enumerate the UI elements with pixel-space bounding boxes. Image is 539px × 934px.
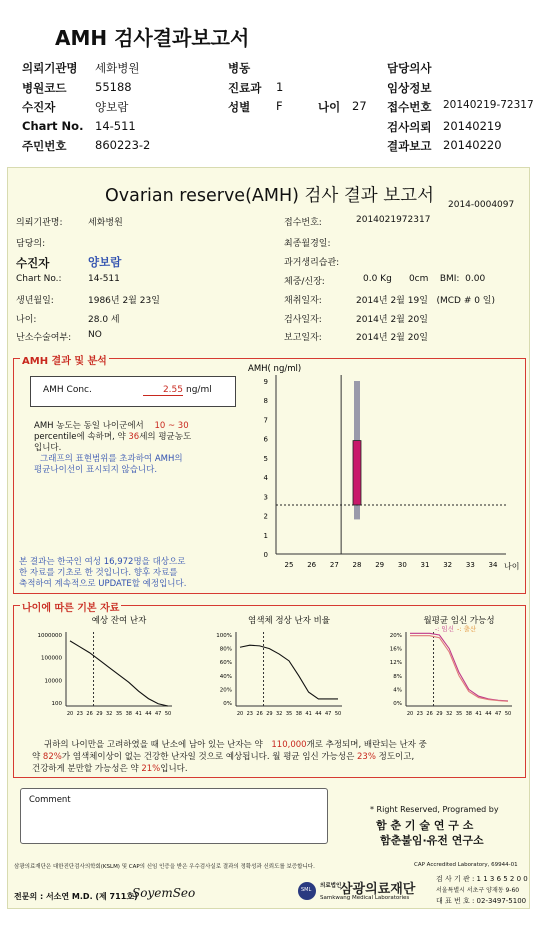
desc-age: 36 xyxy=(128,432,140,442)
header-label: 검사의뢰 xyxy=(387,120,432,134)
info-label: 최종월경일: xyxy=(284,239,331,249)
report-code: 2014-0004097 xyxy=(448,200,515,210)
mini-chart-title: 예상 잔여 난자 xyxy=(91,616,147,626)
desc-text: 입니다. xyxy=(34,443,62,453)
header-label: 접수번호 xyxy=(387,100,432,114)
header-value: 20140219 xyxy=(443,119,502,133)
header-value: 20140220 xyxy=(443,138,502,152)
mini-chart-title: 염색체 정상 난자 비율 xyxy=(247,616,331,626)
x-tick-label: 32 xyxy=(446,711,453,717)
header-label: 나이 xyxy=(318,100,341,114)
desc-text: AMH 농도는 동일 나이군에서 xyxy=(34,421,144,431)
x-tick-label: 32 xyxy=(443,561,453,569)
summary-eggs: 110,000 xyxy=(271,740,307,750)
header-value: 20140219-72317 xyxy=(443,99,534,111)
y-tick-label: 4 xyxy=(263,474,268,483)
desc-text: percentile에 속하며, 약 xyxy=(34,432,126,442)
info-label: 생년월일: xyxy=(16,296,54,306)
series-line xyxy=(70,641,168,706)
summary-line xyxy=(32,750,414,762)
x-tick-label: 35 xyxy=(455,711,463,717)
info-label: 체중/신장: xyxy=(284,277,325,287)
disclaimer: 삼광의료재단은 대한진단검사의학회(KSLM) 및 CAP의 신임 인증을 받은 우수검사실로 결과의 정확성과 신뢰도를 보증합니다. xyxy=(14,864,315,870)
y-tick-label: 12% xyxy=(389,660,402,667)
mini-chart-eggs xyxy=(24,612,184,732)
x-tick-label: 27 xyxy=(329,561,339,569)
header-label: 병원코드 xyxy=(22,81,67,95)
y-tick-label: 20% xyxy=(389,633,402,639)
summary-text: 개로 추정되며, 배란되는 난자 중 xyxy=(306,740,427,750)
cap-accreditation: CAP Accredited Laboratory, 69944-01 xyxy=(414,862,518,868)
y-tick-label: 6 xyxy=(263,435,268,444)
desc-note: 그래프의 표현범위를 초과하여 AMH의 xyxy=(40,454,183,464)
foundation-small: 의료법인 xyxy=(320,883,342,889)
y-tick-label: 0% xyxy=(393,701,402,707)
x-tick-label: 26 xyxy=(307,561,317,569)
amh-section xyxy=(13,358,526,594)
y-tick-label: 80% xyxy=(219,646,232,653)
x-tick-label: 35 xyxy=(115,711,123,717)
rights-text: * Right Reserved, Programed by xyxy=(370,805,499,814)
info-value: 2014년 2월 19일 (MCD # 0 일) xyxy=(356,296,496,306)
summary-text: 가 염색체이상이 없는 건강한 난자일 것으로 예상됩니다. 월 평균 임신 가능성은 xyxy=(61,752,355,762)
x-tick-label: 41 xyxy=(135,711,142,717)
info-value: 14-511 xyxy=(88,274,120,284)
conc-label: AMH Conc. xyxy=(43,385,92,395)
summary-line xyxy=(32,762,188,774)
header-label: Chart No. xyxy=(22,119,84,133)
x-tick-label: 44 xyxy=(315,711,322,717)
x-tick-label: 35 xyxy=(285,711,293,717)
x-tick-label: 29 xyxy=(266,711,273,717)
x-tick-label: 50 xyxy=(164,711,172,717)
header-label: 성별 xyxy=(228,100,251,114)
y-tick-label: 9 xyxy=(263,378,268,386)
info-label: 담당의: xyxy=(16,239,46,249)
header-label: 주민번호 xyxy=(22,139,67,153)
contact: 서울특별시 서초구 양재동 9-60 xyxy=(436,887,520,894)
basic-section-title: 나이에 따른 기본 자료 xyxy=(20,599,121,614)
header-value: 1 xyxy=(276,80,284,94)
legend-entry: -: 출산 xyxy=(457,625,477,633)
y-tick-label: 1000000 xyxy=(37,633,62,639)
header-label: 임상정보 xyxy=(387,81,432,95)
y-tick-label: 5 xyxy=(263,454,268,463)
info-value: 2014년 2월 20일 xyxy=(356,333,428,343)
patient-name: 양보람 xyxy=(88,255,122,269)
conc-unit: ng/ml xyxy=(186,385,212,395)
y-tick-label: 40% xyxy=(219,673,232,680)
x-tick-label: 26 xyxy=(86,711,93,717)
x-tick-label: 41 xyxy=(305,711,312,717)
desc-percentile: 10 ~ 30 xyxy=(154,421,189,431)
summary-text: 귀하의 나이만을 고려하였을 때 난소에 남아 있는 난자는 약 xyxy=(44,740,263,750)
info-label: 수진자 xyxy=(16,256,50,270)
series-line xyxy=(240,645,338,699)
header-value: 27 xyxy=(352,99,367,113)
y-tick-label: 0% xyxy=(223,701,232,707)
series-line xyxy=(410,636,508,702)
y-tick-label: 20% xyxy=(219,687,232,694)
y-tick-label: 100000 xyxy=(41,655,62,662)
header-label: 의뢰기관명 xyxy=(22,61,78,75)
info-value: 28.0 세 xyxy=(88,315,120,325)
x-axis-label: 나이 xyxy=(504,562,520,571)
x-tick-label: 30 xyxy=(397,561,407,569)
y-tick-label: 4% xyxy=(393,687,402,694)
amh-chart xyxy=(236,361,526,593)
conc-value: 2.55 xyxy=(143,385,183,396)
summary-line xyxy=(44,738,427,750)
x-tick-label: 50 xyxy=(504,711,512,717)
data-note: 축적하여 계속적으로 UPDATE할 예정입니다. xyxy=(19,579,187,589)
header-label: 담당의사 xyxy=(387,61,432,75)
x-tick-label: 50 xyxy=(334,711,342,717)
y-tick-label: 60% xyxy=(219,660,232,667)
info-label: 보고일자: xyxy=(284,333,322,343)
header-label: 진료과 xyxy=(228,81,262,95)
foundation-en: Samkwang Medical Laboratories xyxy=(320,895,410,901)
x-tick-label: 47 xyxy=(155,711,162,717)
amh-section-title: AMH 결과 및 분석 xyxy=(20,352,109,367)
signature: SoyemSeo xyxy=(132,886,196,900)
header-value: 양보람 xyxy=(95,100,129,114)
basic-section xyxy=(13,605,526,778)
y-axis-label: AMH( ng/ml) xyxy=(248,364,302,374)
info-label: Chart No.: xyxy=(16,274,62,284)
x-tick-label: 33 xyxy=(465,561,475,569)
comment-label: Comment xyxy=(29,795,71,805)
x-tick-label: 47 xyxy=(495,711,502,717)
contact: 대 표 번 호 : 02-3497-5100 xyxy=(436,897,527,905)
x-tick-label: 41 xyxy=(475,711,482,717)
desc-text: 세의 평균농도 xyxy=(139,432,192,442)
y-tick-label: 100% xyxy=(216,633,232,639)
summary-birth: 21% xyxy=(141,764,161,774)
info-label: 접수번호: xyxy=(284,218,322,228)
info-value: 2014021972317 xyxy=(356,215,431,225)
org-name: 함 춘 기 술 연 구 소 xyxy=(376,819,474,832)
header-value: 860223-2 xyxy=(95,138,151,152)
x-tick-label: 29 xyxy=(436,711,443,717)
foundation-name: 삼광의료재단 xyxy=(340,882,416,897)
x-tick-label: 32 xyxy=(106,711,113,717)
amh-conc-box xyxy=(30,376,236,407)
x-tick-label: 20 xyxy=(66,711,74,717)
info-value: 세화병원 xyxy=(88,218,123,228)
x-tick-label: 38 xyxy=(295,711,302,717)
x-tick-label: 47 xyxy=(325,711,332,717)
data-note: 본 결과는 한국인 여성 16,972명을 대상으로 xyxy=(19,557,186,567)
y-tick-label: 8% xyxy=(393,673,402,680)
header-label: 결과보고 xyxy=(387,139,432,153)
info-value: NO xyxy=(88,330,102,340)
y-tick-label: 7 xyxy=(263,416,268,425)
sml-logo-icon xyxy=(298,882,316,900)
comment-box xyxy=(20,788,328,844)
info-value: 1986년 2월 23일 xyxy=(88,296,160,306)
header-value: 세화병원 xyxy=(95,61,140,75)
summary-text: 입니다. xyxy=(160,764,188,774)
summary-text: 정도이고, xyxy=(378,752,415,762)
y-tick-label: 16% xyxy=(389,646,402,653)
y-tick-label: 100 xyxy=(51,701,62,707)
mini-chart-chromosome xyxy=(194,612,359,732)
iqr-bar xyxy=(353,441,361,505)
report-title: Ovarian reserve(AMH) 검사 결과 보고서 xyxy=(105,186,434,206)
info-value: 0.0 Kg 0cm BMI: 0.00 xyxy=(363,274,486,284)
header-value: 14-511 xyxy=(95,119,136,133)
org-name: 함춘불임·유전 연구소 xyxy=(380,834,484,847)
logo-text: SML xyxy=(301,887,312,893)
info-value: 2014년 2월 20일 xyxy=(356,315,428,325)
summary-text: 약 xyxy=(32,752,41,762)
x-tick-label: 44 xyxy=(485,711,492,717)
summary-pregnancy: 23% xyxy=(357,752,376,762)
x-tick-label: 23 xyxy=(246,711,253,717)
x-tick-label: 20 xyxy=(406,711,414,717)
mini-chart-title: 월평균 임신 가능성 xyxy=(423,616,495,626)
header-value: F xyxy=(276,99,283,113)
info-label: 검사일자: xyxy=(284,315,322,325)
x-tick-label: 44 xyxy=(145,711,152,717)
data-note: 한 자료를 기초로 한 것입니다. 향후 자료를 xyxy=(19,568,178,578)
desc-note: 평균나이선이 표시되지 않습니다. xyxy=(34,465,158,475)
y-tick-label: 2 xyxy=(263,512,268,521)
x-tick-label: 29 xyxy=(375,561,385,569)
series-line xyxy=(410,633,508,701)
y-tick-label: 1 xyxy=(263,531,268,540)
y-tick-label: 10000 xyxy=(44,678,62,685)
info-label: 난소수술여부: xyxy=(16,333,72,343)
info-label: 채취일자: xyxy=(284,296,322,306)
x-tick-label: 32 xyxy=(276,711,283,717)
mini-chart-pregnancy xyxy=(364,612,524,732)
summary-text: 건강하게 분만할 가능성은 약 xyxy=(32,764,139,774)
y-tick-label: 8 xyxy=(263,397,268,406)
info-label: 나이: xyxy=(16,315,37,325)
header-label: 수진자 xyxy=(22,100,56,114)
info-label: 의뢰기관명: xyxy=(16,218,63,228)
x-tick-label: 23 xyxy=(416,711,423,717)
contact: 검 사 기 관 : 1 1 3 6 5 2 0 0 xyxy=(436,875,528,883)
x-tick-label: 31 xyxy=(420,561,430,569)
x-tick-label: 28 xyxy=(352,561,362,569)
info-label: 과거생리습관: xyxy=(284,258,340,268)
x-tick-label: 25 xyxy=(284,561,294,569)
x-tick-label: 34 xyxy=(488,561,498,569)
doctor: 전문의 : 서소연 M.D. (제 711호) xyxy=(14,892,138,901)
x-tick-label: 20 xyxy=(236,711,244,717)
legend-entry: -: 임신 xyxy=(434,625,454,633)
x-tick-label: 29 xyxy=(96,711,103,717)
page-title: AMH 검사결과보고서 xyxy=(55,26,250,50)
header-label: 병동 xyxy=(228,61,251,75)
header-value: 55188 xyxy=(95,80,132,94)
y-tick-label: 0 xyxy=(263,551,268,559)
x-tick-label: 38 xyxy=(125,711,132,717)
y-tick-label: 3 xyxy=(263,493,268,502)
x-tick-label: 26 xyxy=(426,711,433,717)
x-tick-label: 38 xyxy=(465,711,472,717)
x-tick-label: 26 xyxy=(256,711,263,717)
report-sheet xyxy=(7,167,530,909)
x-tick-label: 23 xyxy=(76,711,83,717)
summary-ratio: 82% xyxy=(42,752,62,762)
